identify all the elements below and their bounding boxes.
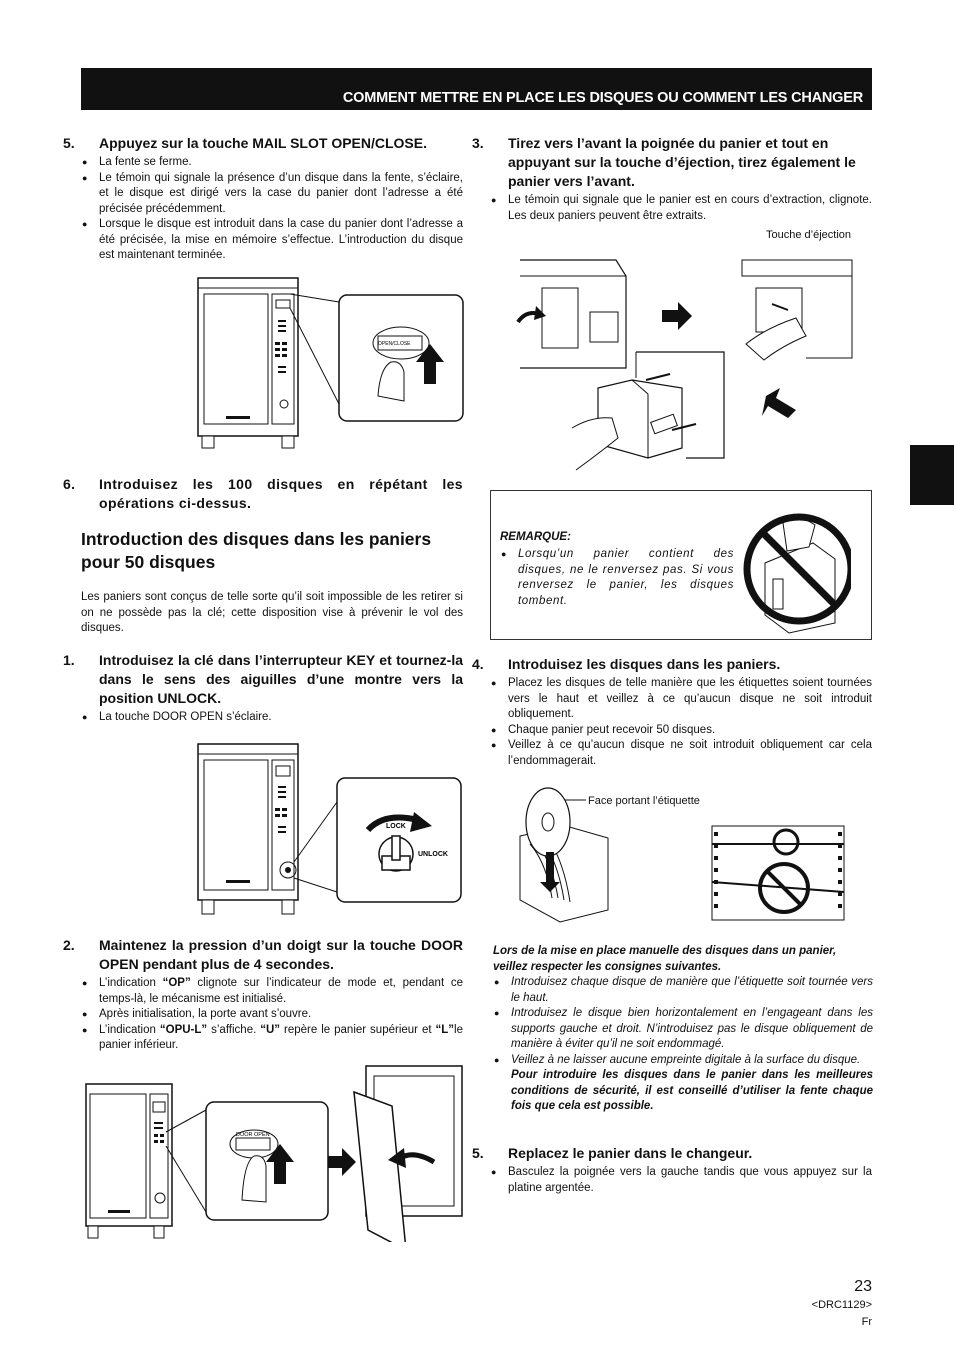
bullet: ● L’indication “OPU-L” s’affiche. “U” repère le panier supérieur et “L”le panier inférieur. <box>99 1023 463 1054</box>
bullet: ● Après initialisation, la porte avant s’ouvre. <box>99 1007 463 1023</box>
bullet: ● Basculez la poignée vers la gauche tandis que vous appuyez sur la platine argentée. <box>508 1165 872 1196</box>
left-step2 <box>63 936 463 1054</box>
document-code: <DRC1129> <box>811 1299 872 1311</box>
right-step4 <box>472 655 872 769</box>
step-title: Introduisez les 100 disques en répétant les opérations ci-dessus. <box>99 476 463 511</box>
figure-label-door-open: DOOR OPEN <box>236 1132 270 1138</box>
manual-bold-tail: Pour introduire les disques dans le panier dans les meilleures conditions de sécurité, il est conseillé d’utiliser la fente chaque fois que cela est possible. <box>511 1069 873 1112</box>
step-title: Introduisez la clé dans l’interrupteur KEY et tournez-la dans le sens des aiguilles d’une montre vers la position UNLOCK. <box>99 652 463 706</box>
bullet: ● Chaque panier peut recevoir 50 disques. <box>508 723 872 739</box>
left-step1 <box>63 651 463 726</box>
step-number: 6. <box>63 476 76 492</box>
bullet: ● La touche DOOR OPEN s’éclaire. <box>99 710 463 726</box>
bullet: ● Le témoin qui signale que le panier est en cours d’extraction, clignote. Les deux paniers peuvent être extraits. <box>508 193 872 224</box>
language-code: Fr <box>861 1316 872 1328</box>
bullet: ● Placez les disques de telle manière que les étiquettes soient tournées vers le haut et veillez à ce qu’aucun disque ne soit introduit obliquement. <box>508 676 872 723</box>
step-number: 1. <box>63 652 75 668</box>
figure-label-open-close: OPEN/CLOSE <box>378 341 411 347</box>
page-number: 23 <box>854 1278 872 1295</box>
section-header-title: COMMENT METTRE EN PLACE LES DISQUES OU COMMENT LES CHANGER <box>342 90 863 106</box>
note-box <box>490 490 872 640</box>
prohibited-icon <box>743 503 851 637</box>
note-text: ● Lorsqu’un panier contient des disques, ne le renversez pas. Si vous renversez le panier, les disques tombent. <box>518 547 734 609</box>
left-step5 <box>63 134 463 264</box>
section-header <box>81 68 872 110</box>
figure-disc-insertion <box>516 782 856 924</box>
bullet: ● Introduisez chaque disque de manière que l’étiquette soit tournée vers le haut. <box>511 975 873 1006</box>
bullet: ● Veillez à ne laisser aucune empreinte digitale à la surface du disque. <box>511 1053 873 1069</box>
figure-caption-label-face: Face portant l’étiquette <box>588 795 700 807</box>
step-title: Replacez le panier dans le changeur. <box>508 1145 753 1161</box>
bullet: ● Le témoin qui signale la présence d’un disque dans la fente, s’éclaire, et le disque est dirigé vers la case du panier dont l’adresse a été précisée précédemment. <box>99 171 463 218</box>
step-number: 3. <box>472 135 484 151</box>
bullet: ● Veillez à ce qu’aucun disque ne soit introduit obliquement car cela l’endommagerait. <box>508 738 872 769</box>
manual-instructions <box>493 944 873 1115</box>
figure-basket-extraction <box>506 248 858 474</box>
right-step5 <box>472 1144 872 1196</box>
figure-key-lock <box>196 742 466 920</box>
section-title: Introduction des disques dans les paniers pour 50 disques <box>81 529 432 572</box>
step-number: 5. <box>472 1145 484 1161</box>
note-title: REMARQUE: <box>500 531 571 543</box>
intro-paragraph: Les paniers sont conçus de telle sorte qu’il soit impossible de les retirer si on ne possède pas la clé; cette disposition vise à prévenir le vol des disques. <box>81 591 463 634</box>
bullet: ● Lorsque le disque est introduit dans la case du panier dont l’adresse a été précisée, la mise en mémoire s’effectue. L’introduction du disque est maintenant terminée. <box>99 217 463 264</box>
step-title: Tirez vers l’avant la poignée du panier et tout en appuyant sur la touche d’éjection, tirez également le panier vers l’avant. <box>508 135 856 189</box>
figure-door-open <box>84 1062 474 1242</box>
figure-label-lock: LOCK <box>386 823 406 830</box>
step-title: Introduisez les disques dans les paniers. <box>508 656 781 672</box>
step-number: 4. <box>472 656 484 672</box>
left-step6 <box>63 475 463 513</box>
figure-label-unlock: UNLOCK <box>418 851 448 858</box>
step-number: 5. <box>63 135 75 151</box>
bullet: ● L’indication “OP” clignote sur l’indicateur de mode et, pendant ce temps-là, le mécanisme est initialisé. <box>99 976 463 1007</box>
side-tab-marker <box>910 445 954 505</box>
right-step3 <box>472 134 872 224</box>
bullet: ● La fente se ferme. <box>99 155 463 171</box>
step-number: 2. <box>63 937 75 953</box>
step-title: Appuyez sur la touche MAIL SLOT OPEN/CLOSE. <box>99 135 428 151</box>
step-title: Maintenez la pression d’un doigt sur la touche DOOR OPEN pendant plus de 4 secondes. <box>99 937 463 972</box>
figure-mail-slot <box>196 276 466 454</box>
manual-lead: Lors de la mise en place manuelle des disques dans un panier, veillez respecter les consignes suivantes. <box>493 945 837 973</box>
bullet: ● Introduisez le disque bien horizontalement en l’engageant dans les supports gauche et droit. N’introduisez pas le disque obliquement de manière à éviter qu’il ne soit endommagé. <box>511 1006 873 1053</box>
figure-caption-eject: Touche d’éjection <box>766 229 852 241</box>
